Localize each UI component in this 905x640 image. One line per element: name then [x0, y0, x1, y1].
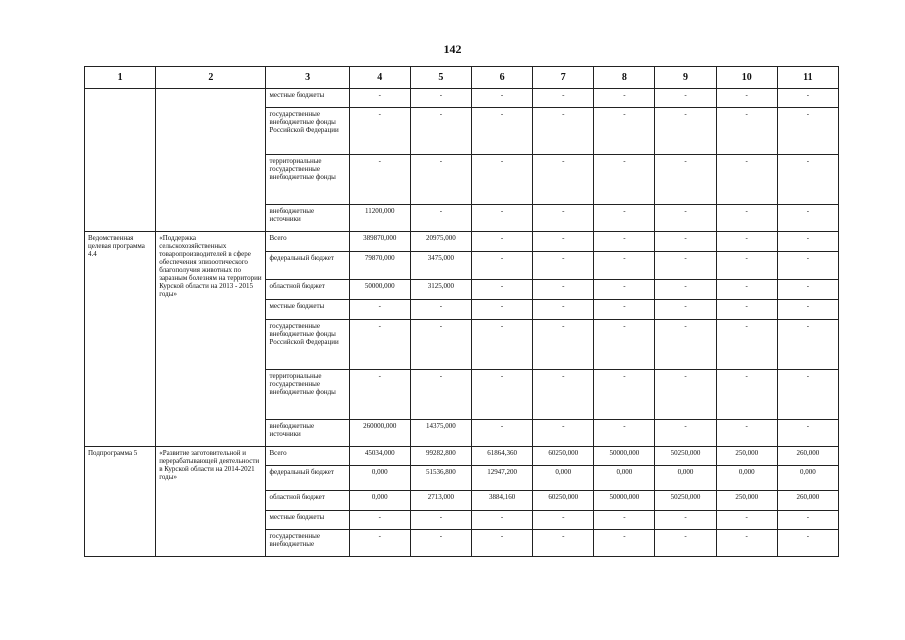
amount-cell: -	[655, 155, 716, 205]
amount-cell: -	[655, 89, 716, 108]
funding-source-cell: местные бюджеты	[266, 89, 349, 108]
amount-cell: -	[533, 108, 594, 155]
amount-cell: 260,000	[777, 491, 838, 511]
amount-cell: -	[655, 205, 716, 232]
amount-cell: 50250,000	[655, 491, 716, 511]
amount-cell: -	[594, 155, 655, 205]
column-header: 5	[410, 67, 471, 89]
amount-cell: 50000,000	[594, 491, 655, 511]
amount-cell: -	[533, 155, 594, 205]
amount-cell: -	[349, 300, 410, 320]
amount-cell: -	[349, 511, 410, 530]
amount-cell: -	[655, 108, 716, 155]
amount-cell: 0,000	[349, 466, 410, 491]
amount-cell: 61864,360	[472, 447, 533, 466]
amount-cell: -	[533, 320, 594, 370]
table-row	[85, 447, 839, 466]
amount-cell: -	[533, 232, 594, 252]
funding-source-cell: территориальные государственные внебюджетные фонды	[266, 155, 349, 205]
amount-cell: 3125,000	[410, 280, 471, 300]
funding-source-cell: Всего	[266, 232, 349, 252]
amount-cell: 0,000	[655, 466, 716, 491]
funding-source-cell: государственные внебюджетные фонды Российской Федерации	[266, 108, 349, 155]
amount-cell: -	[655, 232, 716, 252]
amount-cell: -	[410, 108, 471, 155]
funding-source-cell: внебюджетные источники	[266, 420, 349, 447]
funding-source-cell: областной бюджет	[266, 491, 349, 511]
funding-source-cell: территориальные государственные внебюджетные фонды	[266, 370, 349, 420]
column-header: 11	[777, 67, 838, 89]
funding-source-cell: федеральный бюджет	[266, 466, 349, 491]
amount-cell: -	[777, 300, 838, 320]
amount-cell: -	[472, 108, 533, 155]
amount-cell: -	[716, 155, 777, 205]
amount-cell: -	[533, 511, 594, 530]
column-header: 7	[533, 67, 594, 89]
funding-source-cell: федеральный бюджет	[266, 252, 349, 280]
amount-cell: -	[777, 511, 838, 530]
amount-cell: -	[410, 155, 471, 205]
amount-cell: -	[777, 155, 838, 205]
amount-cell: -	[716, 232, 777, 252]
column-header: 6	[472, 67, 533, 89]
amount-cell: -	[349, 155, 410, 205]
column-header: 3	[266, 67, 349, 89]
program-code-cell	[85, 89, 156, 232]
amount-cell: 389870,000	[349, 232, 410, 252]
amount-cell: -	[716, 300, 777, 320]
amount-cell: -	[594, 205, 655, 232]
amount-cell: 50000,000	[349, 280, 410, 300]
amount-cell: -	[410, 300, 471, 320]
amount-cell: -	[777, 232, 838, 252]
amount-cell: 250,000	[716, 447, 777, 466]
amount-cell: -	[594, 252, 655, 280]
program-title-cell: «Развитие заготовительной и перерабатывающей деятельности в Курской области на 2014-2021 годы»	[156, 447, 266, 557]
amount-cell: -	[410, 370, 471, 420]
amount-cell: -	[777, 280, 838, 300]
program-code-cell: Ведомственная целевая программа 4.4	[85, 232, 156, 447]
amount-cell: 0,000	[777, 466, 838, 491]
amount-cell: 0,000	[349, 491, 410, 511]
column-header: 8	[594, 67, 655, 89]
amount-cell: -	[349, 530, 410, 557]
amount-cell: -	[472, 252, 533, 280]
amount-cell: -	[594, 280, 655, 300]
amount-cell: -	[533, 420, 594, 447]
amount-cell: 45034,000	[349, 447, 410, 466]
amount-cell: -	[716, 205, 777, 232]
amount-cell: 260000,000	[349, 420, 410, 447]
amount-cell: 51536,800	[410, 466, 471, 491]
amount-cell: -	[777, 89, 838, 108]
amount-cell: -	[655, 370, 716, 420]
table-row	[85, 232, 839, 252]
amount-cell: -	[533, 530, 594, 557]
amount-cell: -	[410, 511, 471, 530]
program-title-cell	[156, 89, 266, 232]
amount-cell: -	[472, 370, 533, 420]
amount-cell: 50250,000	[655, 447, 716, 466]
amount-cell: -	[594, 300, 655, 320]
amount-cell: 20975,000	[410, 232, 471, 252]
amount-cell: -	[777, 530, 838, 557]
amount-cell: -	[594, 511, 655, 530]
program-title-cell: «Поддержка сельскохозяйственных товаропроизводителей в сфере обеспечения эпизоотического благополучия животных по заразным болезням на территории Курской области на 2013 - 2015 годы»	[156, 232, 266, 447]
amount-cell: 0,000	[716, 466, 777, 491]
program-code-cell: Подпрограмма 5	[85, 447, 156, 557]
amount-cell: 0,000	[594, 466, 655, 491]
amount-cell: -	[777, 370, 838, 420]
amount-cell: -	[594, 370, 655, 420]
amount-cell: -	[716, 320, 777, 370]
amount-cell: -	[472, 530, 533, 557]
column-header: 1	[85, 67, 156, 89]
funding-source-cell: внебюджетные источники	[266, 205, 349, 232]
amount-cell: -	[655, 320, 716, 370]
amount-cell: -	[410, 320, 471, 370]
amount-cell: 50000,000	[594, 447, 655, 466]
funding-source-cell: областной бюджет	[266, 280, 349, 300]
amount-cell: -	[594, 108, 655, 155]
amount-cell: -	[533, 370, 594, 420]
amount-cell: -	[716, 280, 777, 300]
amount-cell: -	[655, 300, 716, 320]
funding-source-cell: местные бюджеты	[266, 511, 349, 530]
amount-cell: -	[472, 280, 533, 300]
amount-cell: -	[594, 420, 655, 447]
table-header-row	[85, 67, 839, 89]
funding-source-cell: местные бюджеты	[266, 300, 349, 320]
amount-cell: -	[472, 232, 533, 252]
amount-cell: -	[533, 300, 594, 320]
amount-cell: -	[655, 511, 716, 530]
amount-cell: -	[349, 108, 410, 155]
amount-cell: -	[594, 232, 655, 252]
budget-table	[84, 66, 839, 557]
amount-cell: -	[777, 320, 838, 370]
amount-cell: 2713,000	[410, 491, 471, 511]
amount-cell: 3475,000	[410, 252, 471, 280]
amount-cell: 0,000	[533, 466, 594, 491]
amount-cell: -	[716, 370, 777, 420]
amount-cell: -	[349, 320, 410, 370]
amount-cell: -	[349, 370, 410, 420]
funding-source-cell: государственные внебюджетные	[266, 530, 349, 557]
amount-cell: -	[472, 205, 533, 232]
amount-cell: 250,000	[716, 491, 777, 511]
funding-source-cell: государственные внебюджетные фонды Российской Федерации	[266, 320, 349, 370]
amount-cell: -	[716, 252, 777, 280]
amount-cell: -	[472, 320, 533, 370]
amount-cell: -	[716, 511, 777, 530]
amount-cell: -	[594, 89, 655, 108]
amount-cell: -	[410, 530, 471, 557]
amount-cell: -	[533, 89, 594, 108]
amount-cell: -	[716, 89, 777, 108]
amount-cell: -	[777, 108, 838, 155]
amount-cell: 14375,000	[410, 420, 471, 447]
amount-cell: 60250,000	[533, 447, 594, 466]
amount-cell: 79870,000	[349, 252, 410, 280]
amount-cell: 60250,000	[533, 491, 594, 511]
amount-cell: 260,000	[777, 447, 838, 466]
amount-cell: -	[472, 300, 533, 320]
amount-cell: -	[472, 420, 533, 447]
amount-cell: -	[777, 252, 838, 280]
amount-cell: 12947,200	[472, 466, 533, 491]
amount-cell: -	[716, 420, 777, 447]
column-header: 2	[156, 67, 266, 89]
column-header: 10	[716, 67, 777, 89]
amount-cell: -	[349, 89, 410, 108]
amount-cell: -	[472, 511, 533, 530]
amount-cell: -	[716, 530, 777, 557]
column-header: 9	[655, 67, 716, 89]
amount-cell: -	[655, 280, 716, 300]
amount-cell: -	[716, 108, 777, 155]
column-header: 4	[349, 67, 410, 89]
page-number: 142	[443, 42, 462, 56]
amount-cell: 99282,800	[410, 447, 471, 466]
amount-cell: 3884,160	[472, 491, 533, 511]
amount-cell: -	[533, 205, 594, 232]
amount-cell: -	[594, 320, 655, 370]
amount-cell: -	[594, 530, 655, 557]
amount-cell: -	[655, 530, 716, 557]
amount-cell: -	[410, 89, 471, 108]
amount-cell: -	[472, 155, 533, 205]
amount-cell: -	[533, 252, 594, 280]
funding-source-cell: Всего	[266, 447, 349, 466]
table-row	[85, 89, 839, 108]
amount-cell: -	[533, 280, 594, 300]
amount-cell: -	[655, 252, 716, 280]
amount-cell: -	[777, 205, 838, 232]
amount-cell: 11200,000	[349, 205, 410, 232]
amount-cell: -	[410, 205, 471, 232]
amount-cell: -	[777, 420, 838, 447]
amount-cell: -	[472, 89, 533, 108]
amount-cell: -	[655, 420, 716, 447]
